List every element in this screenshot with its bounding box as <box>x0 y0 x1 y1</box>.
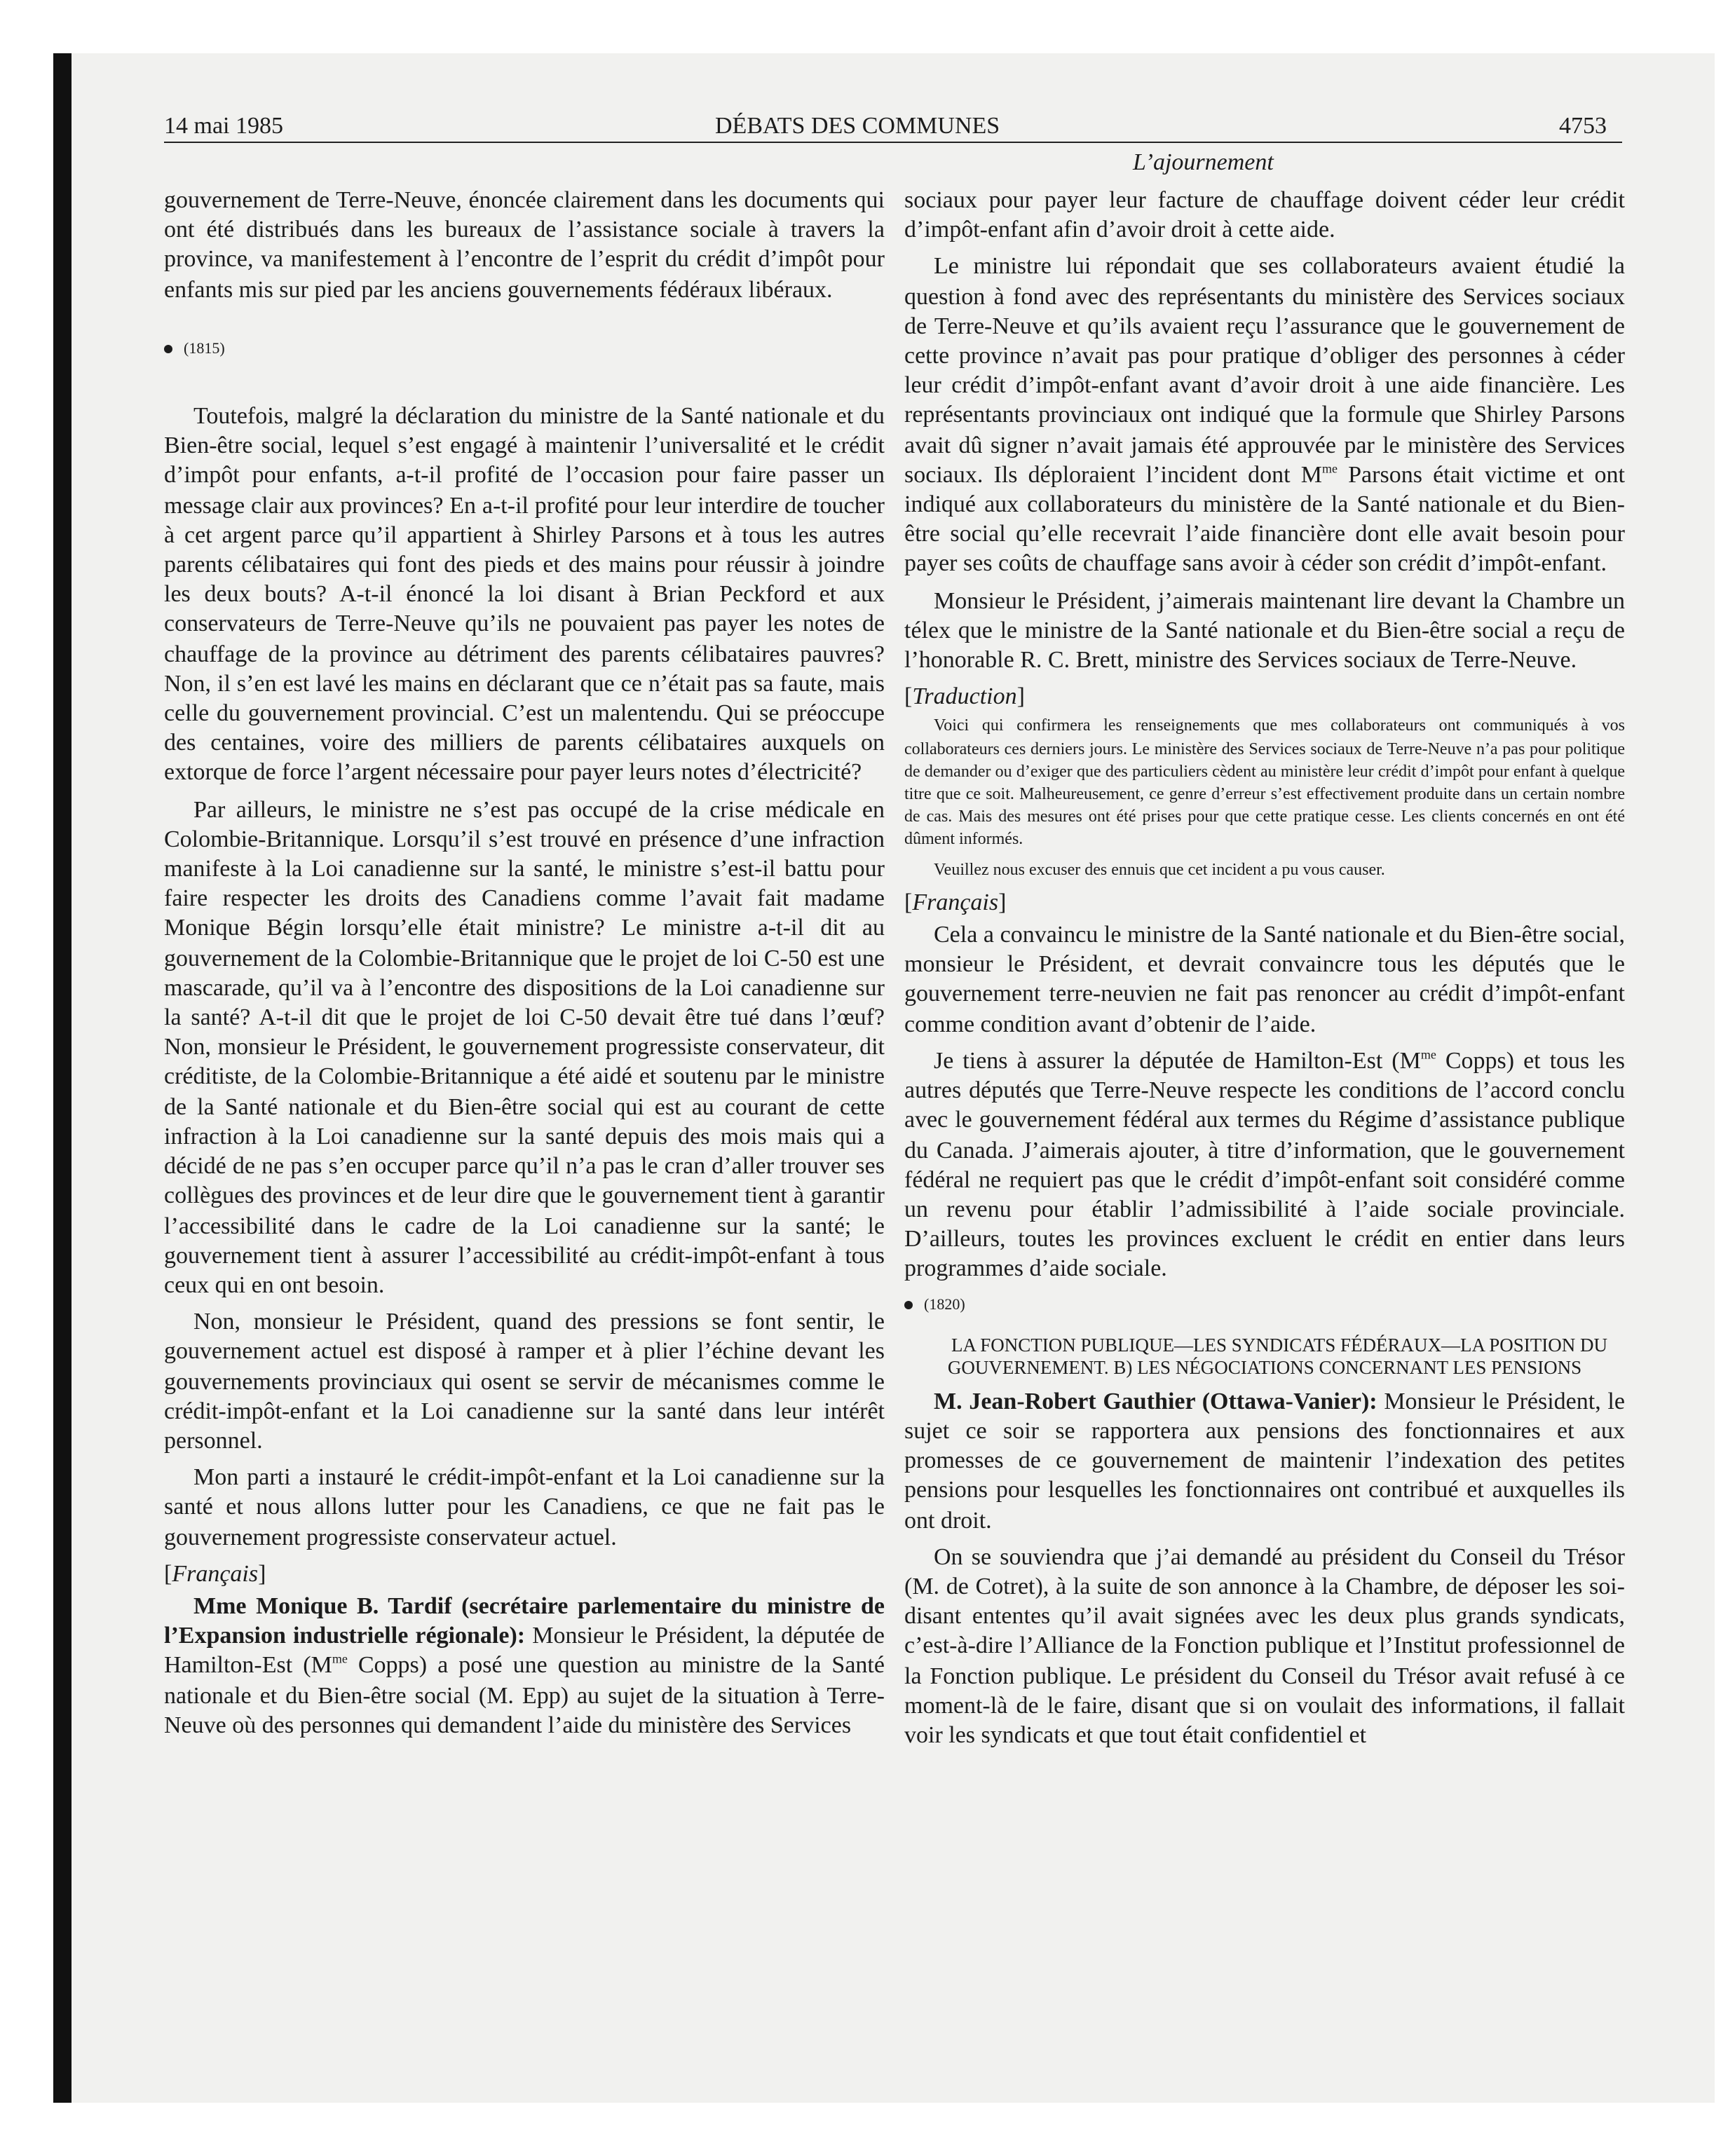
paragraph <box>904 252 1625 578</box>
time-marker-label: (1815) <box>184 340 225 357</box>
paragraph: Toutefois, malgré la déclaration du ministre de la Santé nationale et du Bien-être social, lequel s’est engagé à maintenir l’universalité et le crédit d’impôt pour enfants, a-t-il profité de l’occasion pour faire passer un message clair aux provinces? En a-t-il profité pour leur interdire de toucher à cet argent parce qu’il appartient à Shirley Parsons et à tous les autres parents célibataires qui font des pieds et des mains pour réussir à joindre les deux bouts? A-t-il énoncé la loi disant à Brian Peckford et aux conservateurs de Terre-Neuve qu’ils ne pouvaient pas payer les notes de chauffage de la province au détriment des parents célibataires pauvres? Non, il s’en est lavé les mains en déclarant que ce n’était pas sa faute, mais celle du gouvernement provincial. C’est un malentendu. Qui se préoccupe des centaines, voire des milliers de parents célibataires auxquels on extorque de force l’argent nécessaire pour payer leurs notes d’électricité? <box>164 402 885 786</box>
paragraph: Par ailleurs, le ministre ne s’est pas occupé de la crise médicale en Colombie-Britannique. Lorsqu’il s’est trouvé en présence d’une infraction manifeste à la Loi canadienne sur la santé, le ministre s’est-il battu pour faire respecter les droits des Canadiens comme l’avait fait madame Monique Bégin lorsqu’elle était ministre? Le ministre a-t-il dit au gouvernement de la Colombie-Britannique que le projet de loi C-50 est une mascarade, qu’il va à l’encontre des dispositions de la Loi canadienne sur la santé? A-t-il dit que le projet de loi C-50 devait être tué dans l’œuf? Non, monsieur le Président, le gouvernement progressiste conservateur, dit créditiste, de la Colombie-Britannique a été aidé et soutenu par le ministre de la Santé nationale et du Bien-être social qui est au courant de cette infraction à la Loi canadienne sur la santé depuis des mois mais qui a décidé de ne pas s’en occuper parce qu’il n’a pas le cran d’aller trouver ses collègues des provinces et de leur dire que le gouvernement tient à garantir l’accessibilité dans le cadre de la Loi canadienne sur la santé; le gouvernement tient à assurer l’accessibilité au crédit-impôt-enfant à tous ceux qui en ont besoin. <box>164 796 885 1298</box>
bullet-icon <box>164 346 172 354</box>
language-tag-label: Français <box>912 888 999 915</box>
header-page-number: 4753 <box>1559 112 1607 139</box>
quoted-telex: Veuillez nous excuser des ennuis que cet incident a pu vous causer. <box>934 859 1385 879</box>
left-column <box>164 185 885 1747</box>
debate-heading: LA FONCTION PUBLIQUE—LES SYNDICATS FÉDÉRAUX—LA POSITION DU GOUVERNEMENT. B) LES NÉGOCIATIONS CONCERNANT LES PENSIONS <box>947 1334 1608 1378</box>
speaker-name: M. Jean-Robert Gauthier (Ottawa-Vanier): <box>934 1387 1377 1414</box>
speech-text: Copps) a posé une question au ministre de la Santé nationale et du Bien-être social (M. Epp) au sujet de la situation à Terre-Neuve où des personnes qui demandent l’aide du ministère des Services <box>164 1651 885 1738</box>
paragraph: On se souviendra que j’ai demandé au président du Conseil du Trésor (M. de Cotret), à la suite de son annonce à la Chambre, de déposer les soi-disant ententes qu’il avait signées avec les deux plus grands syndicats, c’est-à-dire l’Alliance de la Fonction publique et l’Institut professionnel de la Fonction publique. Le président du Conseil du Trésor avait refusé à ce moment-là de le faire, disant que si on voulait des informations, il fallait voir les syndicats et que tout était confidentiel et <box>904 1543 1625 1748</box>
paragraph-text: Copps) et tous les autres députés que Terre-Neuve respecte les conditions de l’accord conclu avec le gouvernement fédéral aux termes du Régime d’assistance publique du Canada. J’aimerais ajouter, à titre d’information, que le gouvernement fédéral ne requiert pas que le crédit d’impôt-enfant soit considéré comme un revenu pour établir l’admissibilité à l’aide sociale provinciale. D’ailleurs, toutes les provinces excluent le crédit en entier dans leurs programmes d’aide sociale. <box>904 1046 1626 1282</box>
paragraph: Non, monsieur le Président, quand des pressions se font sentir, le gouvernement actuel est disposé à ramper et à plier l’échine devant les gouvernements provinciaux qui osent se servir de mécanismes comme le crédit-impôt-enfant et la Loi canadienne sur la santé dans leur intérêt personnel. <box>164 1308 885 1454</box>
speech-text: Monsieur le Président, la députée de Hamilton-Est (M <box>164 1622 885 1679</box>
paragraph: sociaux pour payer leur facture de chauffage doivent céder leur crédit d’impôt-enfant afin d’avoir droit à cette aide. <box>904 186 1625 243</box>
language-tag: [Français] <box>164 1560 266 1587</box>
speaker-paragraph <box>164 1591 885 1740</box>
superscript: me <box>1420 1047 1436 1062</box>
superscript: me <box>332 1652 348 1667</box>
time-marker <box>904 1290 1625 1320</box>
speech-text: Monsieur le Président, le sujet ce soir se rapportera aux pensions des fonctionnaires et aux promesses de ce gouvernement de maintenir l’indexation des petites pensions pour lesquelles les fonctionnaires ont contribué et auxquelles ils ont droit. <box>904 1387 1625 1534</box>
language-tag-label: Traduction <box>912 683 1017 710</box>
quoted-telex: Voici qui confirmera les renseignements que mes collaborateurs ont communiqués à vos collaborateurs ces derniers jours. Le ministère des Services sociaux de Terre-Neuve n’a pas pour politique de demander ou d’exiger que des particuliers cèdent au ministère leur crédit d’impôt pour enfant à quelque titre que ce soit. Malheureusement, ce genre d’erreur s’est effectivement produite dans un certain nombre de cas. Mais des mesures ont été prises pour que cette pratique cesse. Les clients concernés en ont été dûment informés. <box>904 715 1625 849</box>
language-tag: [Français] <box>904 888 1007 915</box>
header-rule <box>164 142 1622 143</box>
superscript: me <box>1322 461 1338 476</box>
binding-strip <box>53 53 72 2103</box>
right-column <box>904 185 1625 1756</box>
paragraph: Cela a convaincu le ministre de la Santé nationale et du Bien-être social, monsieur le Président, et devrait convaincre tous les députés que le gouvernement terre-neuvien ne fait pas renoncer au crédit d’impôt-enfant comme condition avant d’obtenir de l’aide. <box>904 921 1625 1037</box>
language-tag: [Traduction] <box>904 683 1025 710</box>
speaker-name: Mme Monique B. Tardif (secrétaire parlementaire du ministre de l’Expansion industrielle régionale): <box>164 1592 885 1649</box>
header-date: 14 mai 1985 <box>164 112 283 139</box>
speaker-paragraph <box>904 1386 1625 1534</box>
paragraph: gouvernement de Terre-Neuve, énoncée clairement dans les documents qui ont été distribués dans les bureaux de l’assistance sociale à travers la province, va manifestement à l’encontre de l’esprit du crédit d’impôt pour enfants mis sur pied par les anciens gouvernements fédéraux libéraux. <box>164 186 885 303</box>
language-tag-label: Français <box>172 1560 259 1587</box>
paragraph: Monsieur le Président, j’aimerais maintenant lire devant la Chambre un télex que le ministre de la Santé nationale et du Bien-être social a reçu de l’honorable R. C. Brett, ministre des Services sociaux de Terre-Neuve. <box>904 587 1625 674</box>
header-title: DÉBATS DES COMMUNES <box>715 112 1000 139</box>
section-heading: L’ajournement <box>1133 149 1274 175</box>
paragraph-text: Je tiens à assurer la députée de Hamilton-Est (M <box>934 1046 1421 1074</box>
paragraph-text: Parsons était victime et ont indiqué aux collaborateurs du ministère de la Santé nationale et du Bien-être social qu’elle recevrait l’aide financière dont elle avait besoin pour payer ses coûts de chauffage sans avoir à céder son crédit d’impôt-enfant. <box>904 460 1625 577</box>
paragraph-text: Le ministre lui répondait que ses collaborateurs avaient étudié la question à fond avec des représentants du ministère des Services sociaux de Terre-Neuve et qu’ils avaient reçu l’assurance que le gouvernement de cette province n’avait pas pour pratique d’obliger des personnes à céder leur crédit d’impôt-enfant avant d’avoir droit à une aide financière. Les représentants provinciaux ont indiqué que la formule que Shirley Parsons avait dû signer n’avait jamais été approuvée par le ministère des Services sociaux. Ils déploraient l’incident dont M <box>904 252 1625 488</box>
bullet-icon <box>904 1301 913 1309</box>
paragraph: Mon parti a instauré le crédit-impôt-enfant et la Loi canadienne sur la santé et nous allons lutter pour les Canadiens, ce que ne fait pas le gouvernement progressiste conservateur actuel. <box>164 1464 885 1550</box>
time-marker <box>164 335 885 364</box>
time-marker-label: (1820) <box>924 1296 965 1314</box>
paragraph <box>904 1046 1625 1283</box>
